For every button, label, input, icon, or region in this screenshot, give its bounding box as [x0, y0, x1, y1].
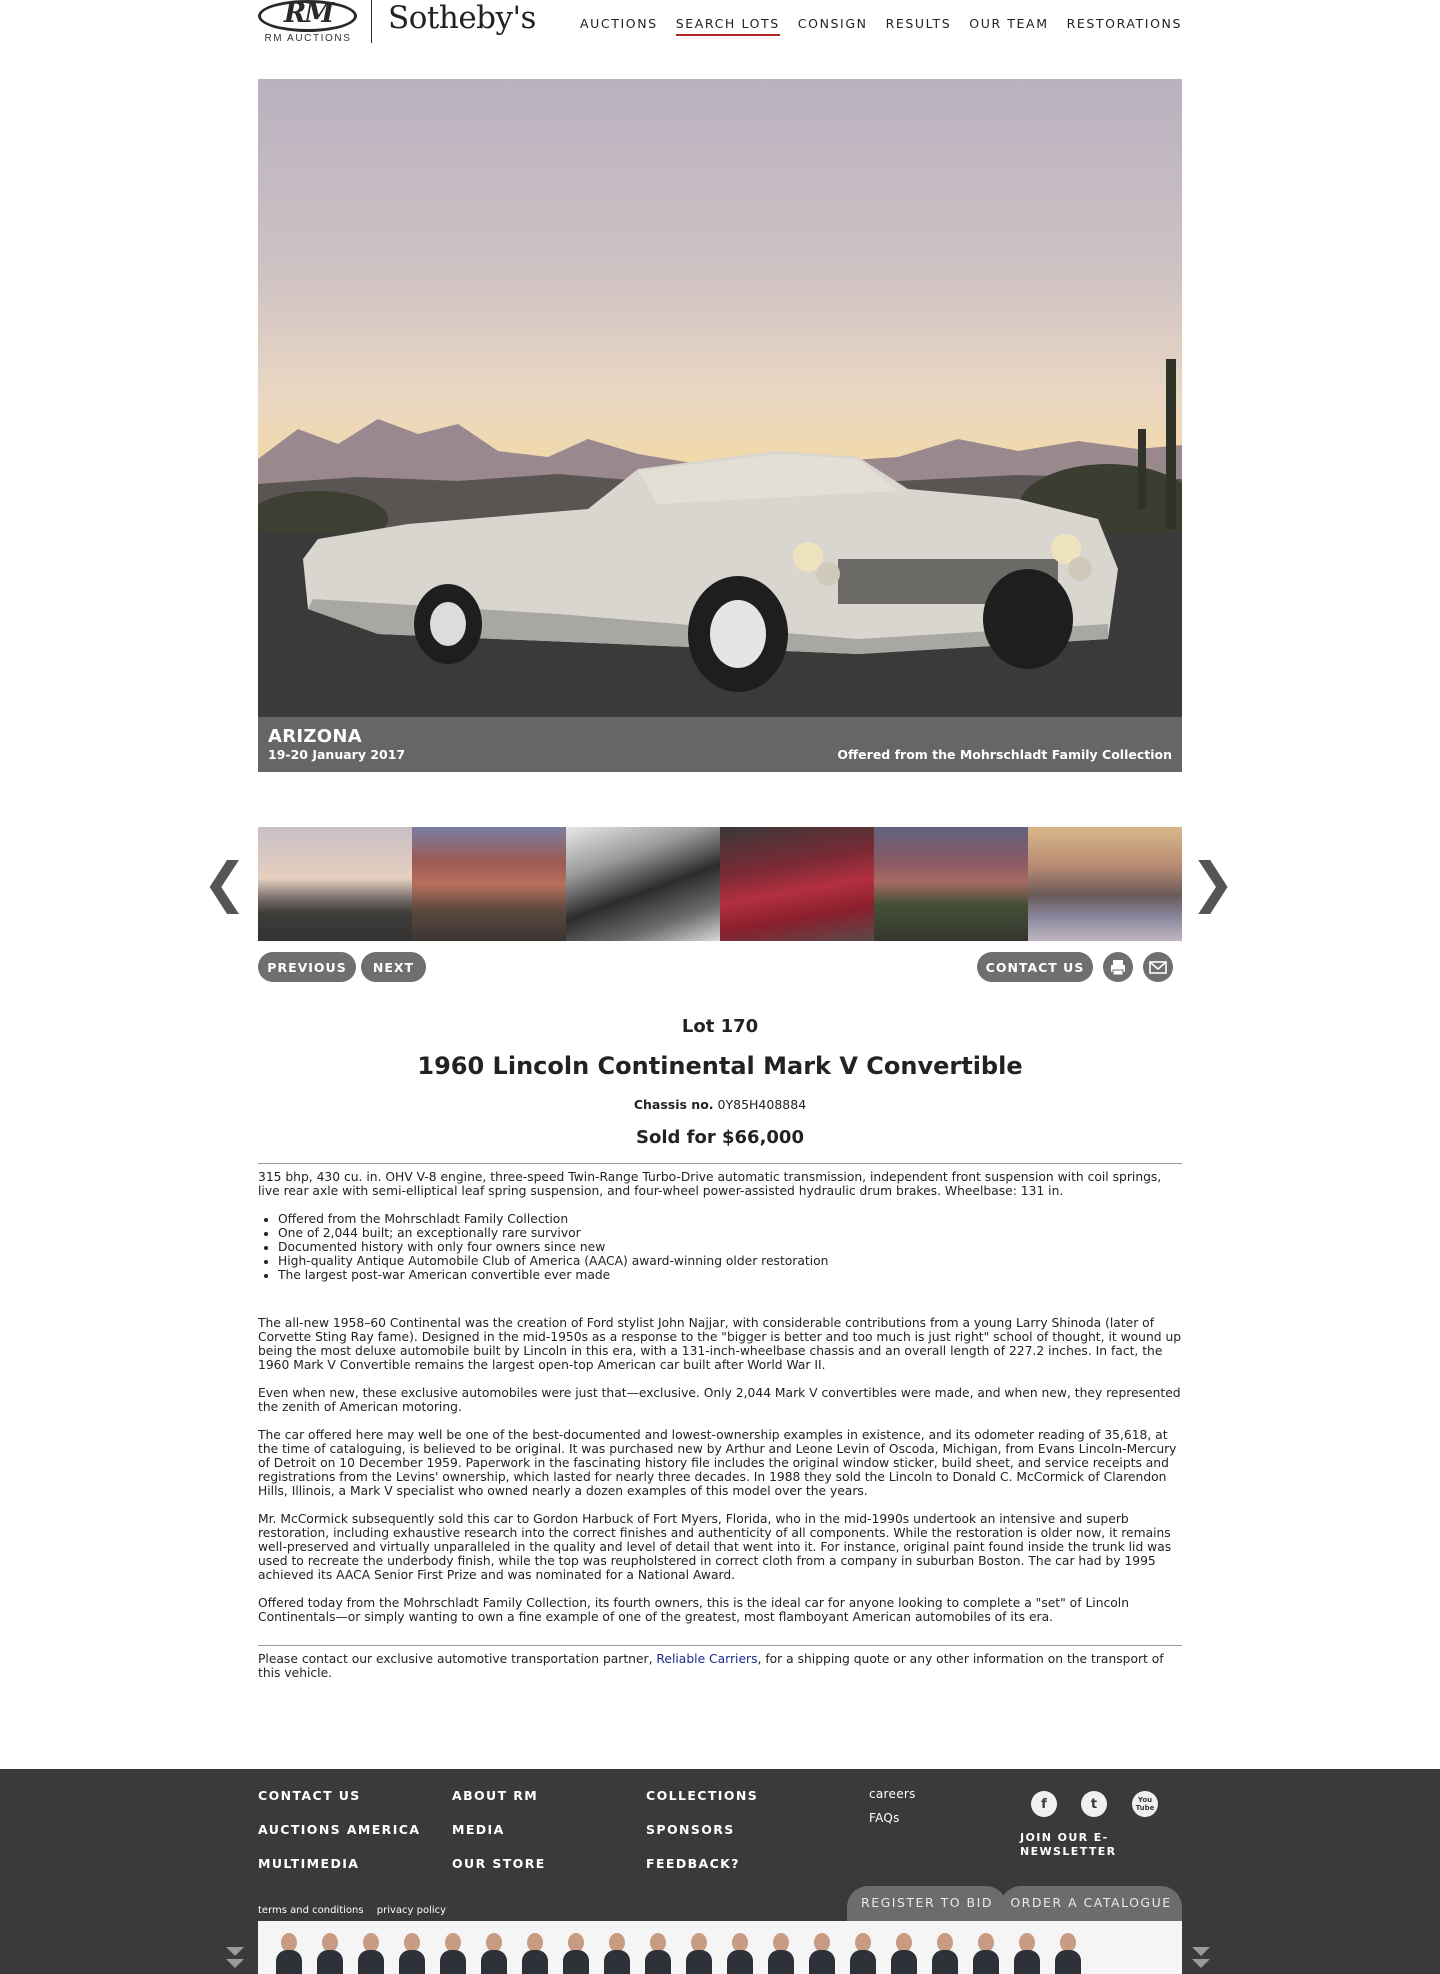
specs-paragraph: 315 bhp, 430 cu. in. OHV V-8 engine, three-speed Twin-Range Turbo-Drive automatic transmission, independent front suspension with coil springs, live rear axle with semi-elliptical leaf spring suspension, and four-wheel power-assisted hydraulic drum brakes. Wheelbase: 131 in.	[258, 1170, 1162, 1198]
previous-lot-button[interactable]: PREVIOUS	[258, 952, 356, 982]
team-member-body	[604, 1950, 630, 1974]
team-member-body	[686, 1950, 712, 1974]
transport-text-after: , for a shipping quote or any other information on the transport of this vehicle.	[258, 1652, 1164, 1680]
chevron-down-icon	[1192, 1947, 1210, 1956]
team-member-photo[interactable]	[604, 1933, 630, 1974]
team-member-photo[interactable]	[563, 1933, 589, 1974]
footer-column-1	[258, 1788, 420, 1890]
highlight-item: • Documented history with only four owners since new	[278, 1240, 1182, 1254]
thumbnail-1[interactable]	[258, 827, 412, 941]
nav-restorations[interactable]: RESTORATIONS	[1066, 16, 1182, 31]
highlight-item: • The largest post-war American convertible ever made	[278, 1268, 1182, 1282]
footer-auctions-america[interactable]: AUCTIONS AMERICA	[258, 1822, 421, 1837]
highlight-item: • Offered from the Mohrschladt Family Collection	[278, 1212, 1182, 1226]
thumbnail-2[interactable]	[412, 827, 566, 941]
chevron-down-icon	[226, 1947, 244, 1956]
facebook-icon[interactable]: f	[1031, 1791, 1057, 1817]
auction-location: ARIZONA	[268, 726, 362, 747]
highlight-item: • High-quality Antique Automobile Club of America (AACA) award-winning older restoration	[278, 1254, 1182, 1268]
footer-multimedia[interactable]: MULTIMEDIA	[258, 1856, 360, 1871]
nav-results[interactable]: RESULTS	[885, 16, 952, 31]
description-paragraph: The all-new 1958–60 Continental was the creation of Ford stylist John Najjar, with considerable contributions from a young Larry Shinoda (later of Corvette Sting Ray fame). Designed in the mid-1950s as a response to the "bigger is better and too much is just right" school of thought, it wound up being the most deluxe automobile built by Lincoln in this era, with a 131-inch-wheelbase chassis and an overall length of 227.2 inches. In fact, the 1960 Mark V Convertible remains the largest open-top American car built after World War II.	[258, 1316, 1182, 1372]
footer-column-4	[869, 1787, 916, 1835]
thumbnail-strip	[258, 827, 1182, 941]
newsletter-signup[interactable]: JOIN OUR E-NEWSLETTER	[1020, 1831, 1117, 1858]
sothebys-logo[interactable]: Sotheby's	[388, 0, 536, 36]
logo-divider	[371, 0, 372, 43]
highlight-item: • One of 2,044 built; an exceptionally rare survivor	[278, 1226, 1182, 1240]
legal-links	[258, 1905, 456, 1916]
site-header	[258, 0, 1182, 50]
team-member-photo[interactable]	[276, 1933, 302, 1974]
team-member-body	[317, 1950, 343, 1974]
chassis-label: Chassis no.	[633, 1097, 714, 1112]
team-member-body	[1055, 1950, 1081, 1974]
team-member-photo[interactable]	[317, 1933, 343, 1974]
thumbnail-6[interactable]	[1028, 827, 1182, 941]
twitter-icon[interactable]: t	[1081, 1791, 1107, 1817]
description-paragraph: Offered today from the Mohrschladt Family Collection, its fourth owners, this is the ideal car for anyone looking to complete a "set" of Lincoln Continentals—or simply wanting to own a fine example of one of the greatest, most flamboyant American automobiles of its era.	[258, 1596, 1129, 1624]
contact-us-button[interactable]: CONTACT US	[977, 952, 1093, 982]
hero-photo[interactable]	[258, 79, 1182, 772]
description-paragraph: Even when new, these exclusive automobiles were just that—exclusive. Only 2,044 Mark V convertibles were made, and when new, they represented the zenith of American motoring.	[258, 1386, 1181, 1414]
sold-price: Sold for $66,000	[636, 1127, 804, 1148]
team-member-body	[645, 1950, 671, 1974]
nav-our-team[interactable]: OUR TEAM	[969, 16, 1049, 31]
main-nav	[562, 16, 1182, 36]
footer-collections[interactable]: COLLECTIONS	[646, 1788, 759, 1803]
team-strip-left-arrow-icon[interactable]	[226, 1947, 244, 1973]
thumbnail-3[interactable]	[566, 827, 720, 941]
team-member-photo[interactable]	[686, 1933, 712, 1974]
chassis-value: 0Y85H408884	[717, 1097, 807, 1112]
team-member-body	[891, 1950, 917, 1974]
auction-date: 19-20 January 2017	[268, 747, 406, 762]
description-paragraph: The car offered here may well be one of the best-documented and lowest-ownership examples in existence, and its odometer reading of 35,618, at the time of cataloguing, is believed to be original. It was purchased new by Arthur and Leone Levin of Oscoda, Michigan, from Evans Lincoln-Mercury of Detroit on 10 December 1959. Paperwork in the fascinating history file includes the original window sticker, build sheet, and service receipts and registrations from the Levins' ownership, which lasted for nearly three decades. In 1988 they sold the Lincoln to Donald C. McCormick of Clarendon Hills, Illinois, a Mark V specialist who owned nearly a dozen examples of this model over the years.	[258, 1428, 1177, 1498]
description-paragraph: Mr. McCormick subsequently sold this car to Gordon Harbuck of Fort Myers, Florida, who in the mid-1990s undertook an intensive and superb restoration, including exhaustive research into the correct finishes and authenticity of all components. While the restoration is older now, it remains well-preserved and virtually unparalleled in the quality and level of detail that went into it. For instance, original paint found inside the trunk lid was used to recreate the underbody finish, while the top was reupholstered in correct cloth from a company in suburban Boston. The car had by 1995 achieved its AACA Senior First Prize and was nominated for a National Award.	[258, 1512, 1172, 1582]
divider-top	[258, 1163, 1182, 1164]
footer-column-2	[452, 1788, 546, 1890]
team-member-body	[727, 1950, 753, 1974]
team-member-photo[interactable]	[932, 1933, 958, 1974]
team-member-body	[440, 1950, 466, 1974]
footer-column-3	[646, 1788, 758, 1890]
team-member-body	[850, 1950, 876, 1974]
terms-link[interactable]: terms and conditions	[258, 1905, 364, 1916]
chassis-number	[258, 1097, 1182, 1112]
team-member-photo[interactable]	[440, 1933, 466, 1974]
lot-number: Lot 170	[681, 1016, 759, 1037]
transport-note	[258, 1652, 1182, 1680]
footer-feedback[interactable]: FEEDBACK?	[646, 1856, 740, 1871]
rm-logo-letters: RM	[283, 0, 333, 29]
team-photo-strip	[258, 1921, 1182, 1974]
team-member-photo[interactable]	[809, 1933, 835, 1974]
footer-sponsors[interactable]: SPONSORS	[646, 1822, 735, 1837]
footer-contact-us[interactable]: CONTACT US	[258, 1788, 361, 1803]
youtube-icon[interactable]: You Tube	[1132, 1791, 1158, 1817]
reliable-carriers-link[interactable]: Reliable Carriers	[656, 1652, 758, 1666]
gallery-prev-arrow-icon[interactable]: ❮	[202, 851, 248, 914]
team-member-body	[1014, 1950, 1040, 1974]
team-member-photo[interactable]	[768, 1933, 794, 1974]
team-member-photo[interactable]	[850, 1933, 876, 1974]
next-lot-button[interactable]: NEXT	[361, 952, 426, 982]
footer-faqs[interactable]: FAQs	[869, 1811, 900, 1825]
chevron-down-icon	[1192, 1959, 1210, 1968]
rm-auctions-logo[interactable]	[258, 0, 358, 44]
transport-text-before: Please contact our exclusive automotive transportation partner,	[258, 1652, 657, 1666]
footer-our-store[interactable]: OUR STORE	[452, 1856, 546, 1871]
gallery-next-arrow-icon[interactable]: ❯	[1190, 851, 1236, 914]
team-member-photo[interactable]	[1014, 1933, 1040, 1974]
team-strip-right-arrow-icon[interactable]	[1192, 1947, 1210, 1973]
highlights-list	[278, 1212, 1182, 1282]
thumbnail-4[interactable]	[720, 827, 874, 941]
lot-description	[258, 1170, 1182, 1638]
lot-title: 1960 Lincoln Continental Mark V Convertible	[417, 1052, 1023, 1080]
footer-about-rm[interactable]: ABOUT RM	[452, 1788, 539, 1803]
team-member-body	[563, 1950, 589, 1974]
chevron-down-icon	[226, 1959, 244, 1968]
team-member-body	[399, 1950, 425, 1974]
team-member-photo[interactable]	[399, 1933, 425, 1974]
team-member-photo[interactable]	[645, 1933, 671, 1974]
hero-car-illustration	[258, 79, 1182, 772]
team-member-body	[932, 1950, 958, 1974]
rm-logo-subtitle: RM AUCTIONS	[264, 33, 352, 44]
email-icon[interactable]	[1143, 952, 1173, 982]
team-member-body	[973, 1950, 999, 1974]
footer-careers[interactable]: careers	[869, 1787, 916, 1801]
team-member-photo[interactable]	[522, 1933, 548, 1974]
print-icon[interactable]	[1103, 952, 1133, 982]
team-member-body	[481, 1950, 507, 1974]
thumbnail-5[interactable]	[874, 827, 1028, 941]
team-member-photo[interactable]	[481, 1933, 507, 1974]
team-member-photo[interactable]	[891, 1933, 917, 1974]
order-catalogue-button[interactable]: ORDER A CATALOGUE	[1000, 1886, 1182, 1928]
footer-media[interactable]: MEDIA	[452, 1822, 505, 1837]
divider-bottom	[258, 1645, 1182, 1646]
nav-auctions[interactable]: AUCTIONS	[580, 16, 658, 31]
team-member-photo[interactable]	[727, 1933, 753, 1974]
team-member-body	[276, 1950, 302, 1974]
register-to-bid-button[interactable]: REGISTER TO BID	[847, 1886, 1007, 1928]
team-member-body	[809, 1950, 835, 1974]
team-member-body	[358, 1950, 384, 1974]
nav-consign[interactable]: CONSIGN	[797, 16, 868, 31]
collection-note: Offered from the Mohrschladt Family Collection	[837, 747, 1172, 762]
privacy-link[interactable]: privacy policy	[376, 1905, 447, 1916]
team-member-body	[768, 1950, 794, 1974]
hero-caption-bar	[258, 717, 1182, 772]
team-member-body	[522, 1950, 548, 1974]
email-icon-glyph	[1143, 952, 1173, 982]
nav-search-lots[interactable]: SEARCH LOTS	[676, 16, 780, 36]
team-member-photo[interactable]	[358, 1933, 384, 1974]
print-icon-glyph	[1103, 952, 1133, 982]
team-member-photo[interactable]	[1055, 1933, 1081, 1974]
team-member-photo[interactable]	[973, 1933, 999, 1974]
